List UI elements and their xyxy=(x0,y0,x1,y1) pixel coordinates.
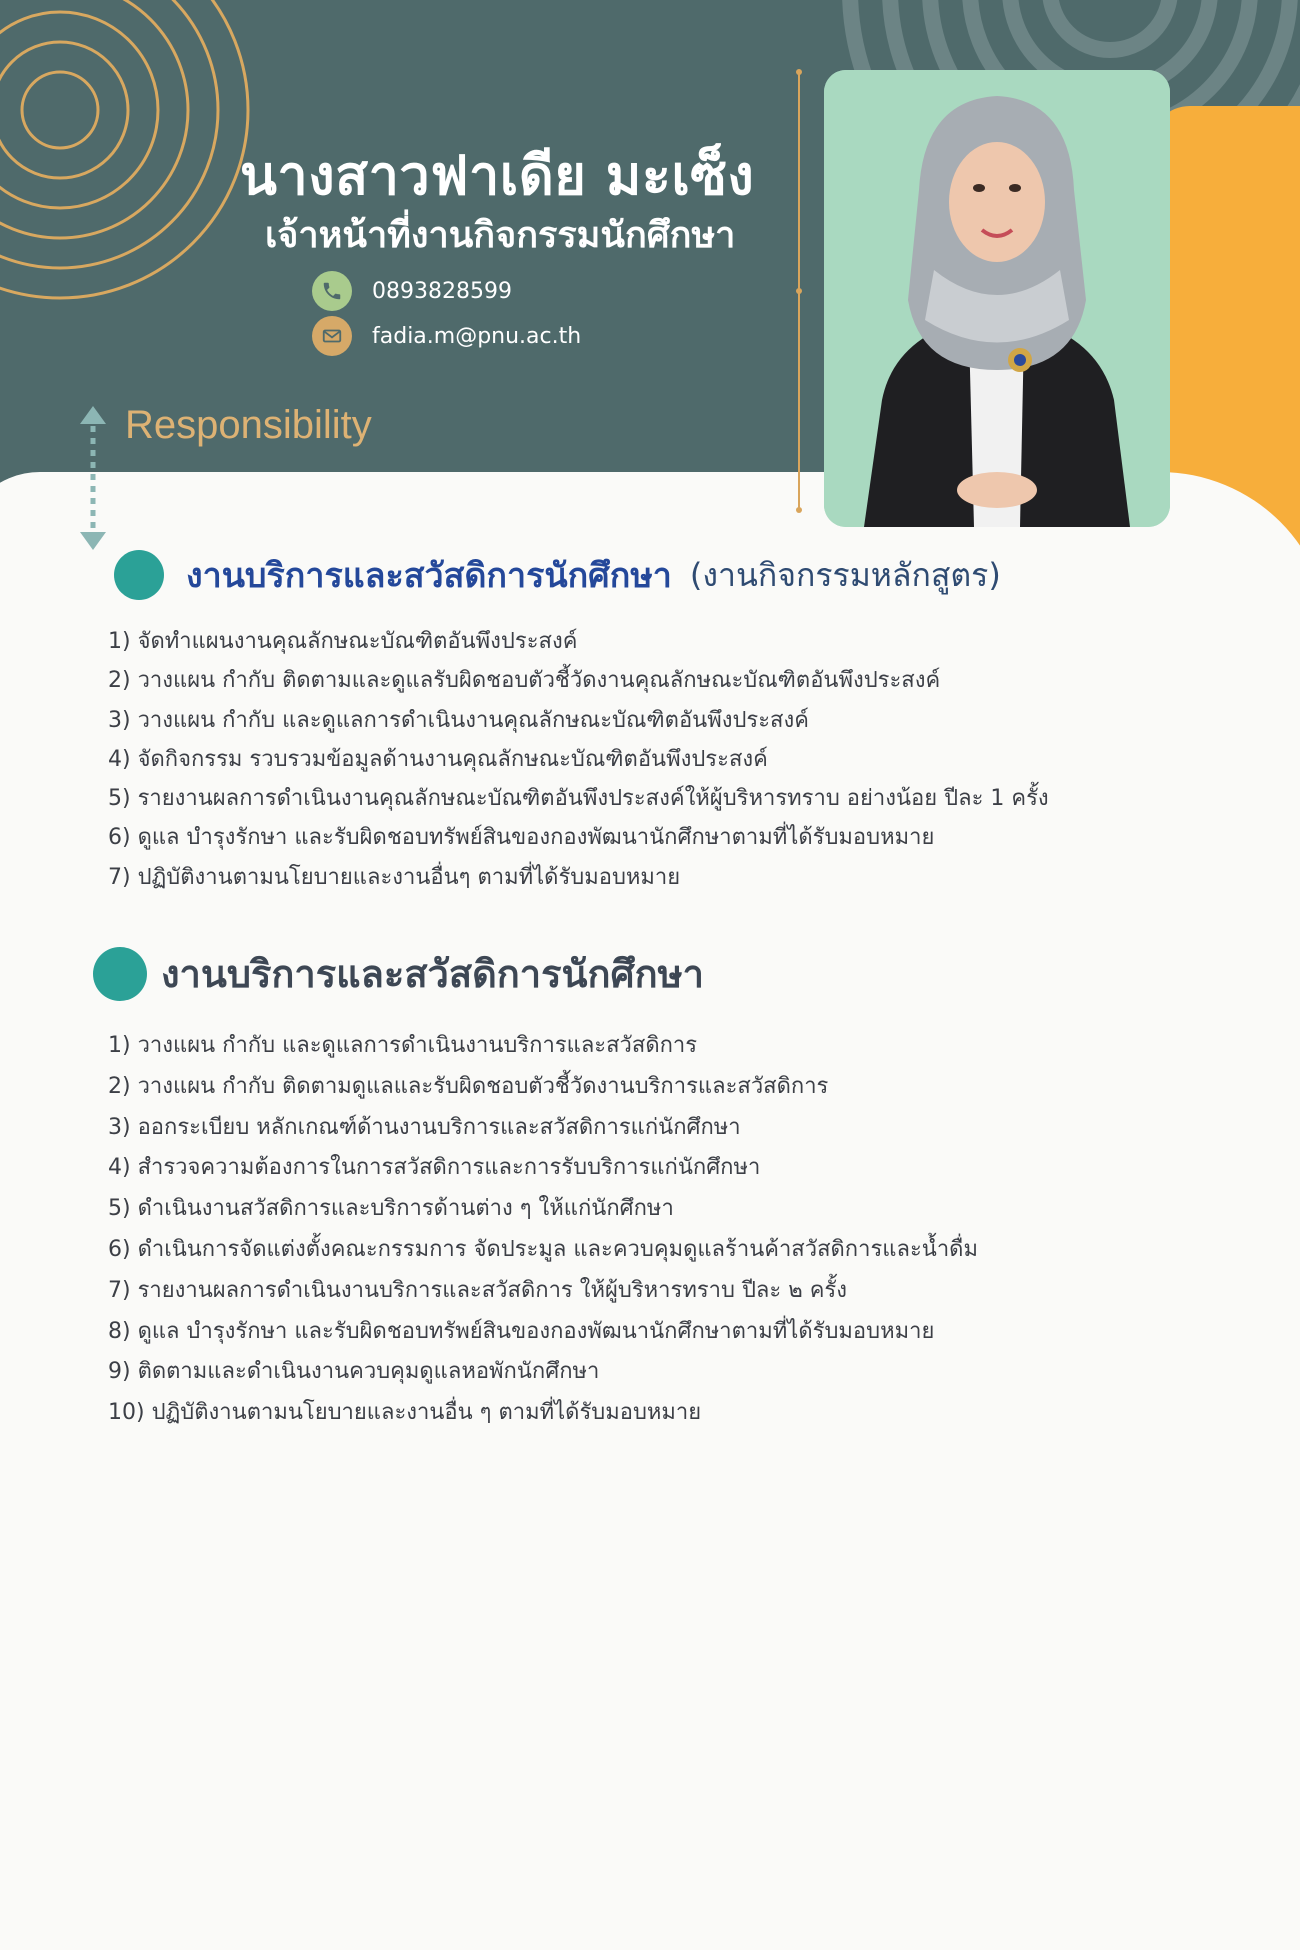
section1-title: งานบริการและสวัสดิการนักศึกษา xyxy=(186,556,672,596)
phone-icon xyxy=(312,271,352,311)
envelope-icon xyxy=(312,316,352,356)
concentric-rings-decoration xyxy=(0,0,280,330)
phone-contact xyxy=(312,271,512,311)
list-item: 6) ดูแล บำรุงรักษา และรับผิดชอบทรัพย์สินของกองพัฒนานักศึกษาตามที่ได้รับมอบหมาย xyxy=(108,825,935,851)
person-position: เจ้าหน้าที่งานกิจกรรมนักศึกษา xyxy=(265,215,736,256)
list-item: 1) จัดทำแผนงานคุณลักษณะบัณฑิตอันพึงประสงค์ xyxy=(108,629,578,654)
responsibility-heading: Responsibility xyxy=(125,403,372,447)
section2-bullet-dot xyxy=(93,947,147,1001)
list-item: 3) ออกระเบียบ หลักเกณฑ์ด้านงานบริการและสวัสดิการแก่นักศึกษา xyxy=(108,1114,741,1140)
section2-title: งานบริการและสวัสดิการนักศึกษา xyxy=(161,952,705,996)
list-item: 9) ติดตามและดำเนินงานควบคุมดูแลหอพักนักศึกษา xyxy=(108,1359,600,1385)
list-item: 1) วางแผน กำกับ และดูแลการดำเนินงานบริการและสวัสดิการ xyxy=(108,1033,698,1058)
list-item: 8) ดูแล บำรุงรักษา และรับผิดชอบทรัพย์สินของกองพัฒนานักศึกษาตามที่ได้รับมอบหมาย xyxy=(108,1318,935,1344)
list-item: 5) รายงานผลการดำเนินงานคุณลักษณะบัณฑิตอันพึงประสงค์ให้ผู้บริหารทราบ อย่างน้อย ปีละ 1 ครั้ง xyxy=(108,786,1049,812)
list-item: 10) ปฏิบัติงานตามนโยบายและงานอื่น ๆ ตามที่ได้รับมอบหมาย xyxy=(108,1400,702,1426)
list-item: 2) วางแผน กำกับ ติดตามดูแลและรับผิดชอบตัวชี้วัดงานบริการและสวัสดิการ xyxy=(108,1073,829,1099)
phone-number[interactable]: 0893828599 xyxy=(372,278,512,304)
list-item: 4) จัดกิจกรรม รวบรวมข้อมูลด้านงานคุณลักษณะบัณฑิตอันพึงประสงค์ xyxy=(108,746,768,772)
section2-header xyxy=(93,943,704,1004)
list-item: 6) ดำเนินการจัดแต่งตั้งคณะกรรมการ จัดประมูล และควบคุมดูแลร้านค้าสวัสดิการและน้ำดื่ม xyxy=(108,1236,978,1262)
list-item: 5) ดำเนินงานสวัสดิการและบริการด้านต่าง ๆ ให้แก่นักศึกษา xyxy=(108,1196,674,1222)
list-item: 3) วางแผน กำกับ และดูแลการดำเนินงานคุณลักษณะบัณฑิตอันพึงประสงค์ xyxy=(108,707,809,733)
email-contact xyxy=(312,316,581,356)
list-item: 4) สำรวจความต้องการในการสวัสดิการและการรับบริการแก่นักศึกษา xyxy=(108,1155,761,1181)
section1-subtitle: (งานกิจกรรมหลักสูตร) xyxy=(689,555,1001,594)
section2-duty-list xyxy=(108,1026,978,1434)
section1-bullet-dot xyxy=(114,550,164,600)
gold-divider-line xyxy=(794,68,804,514)
list-item: 7) ปฏิบัติงานตามนโยบายและงานอื่นๆ ตามที่ได้รับมอบหมาย xyxy=(108,864,681,890)
profile-photo xyxy=(824,70,1170,527)
list-item: 2) วางแผน กำกับ ติดตามและดูแลรับผิดชอบตัวชี้วัดงานคุณลักษณะบัณฑิตอันพึงประสงค์ xyxy=(108,668,941,694)
person-name: นางสาวฟาเดีย มะเซ็ง xyxy=(240,144,755,207)
double-arrow-vertical-icon xyxy=(76,404,110,552)
section1-header xyxy=(114,548,1001,602)
list-item: 7) รายงานผลการดำเนินงานบริการและสวัสดิการ ให้ผู้บริหารทราบ ปีละ ๒ ครั้ง xyxy=(108,1277,847,1303)
email-address[interactable]: fadia.m@pnu.ac.th xyxy=(372,323,582,349)
section1-duty-list xyxy=(108,622,1049,897)
